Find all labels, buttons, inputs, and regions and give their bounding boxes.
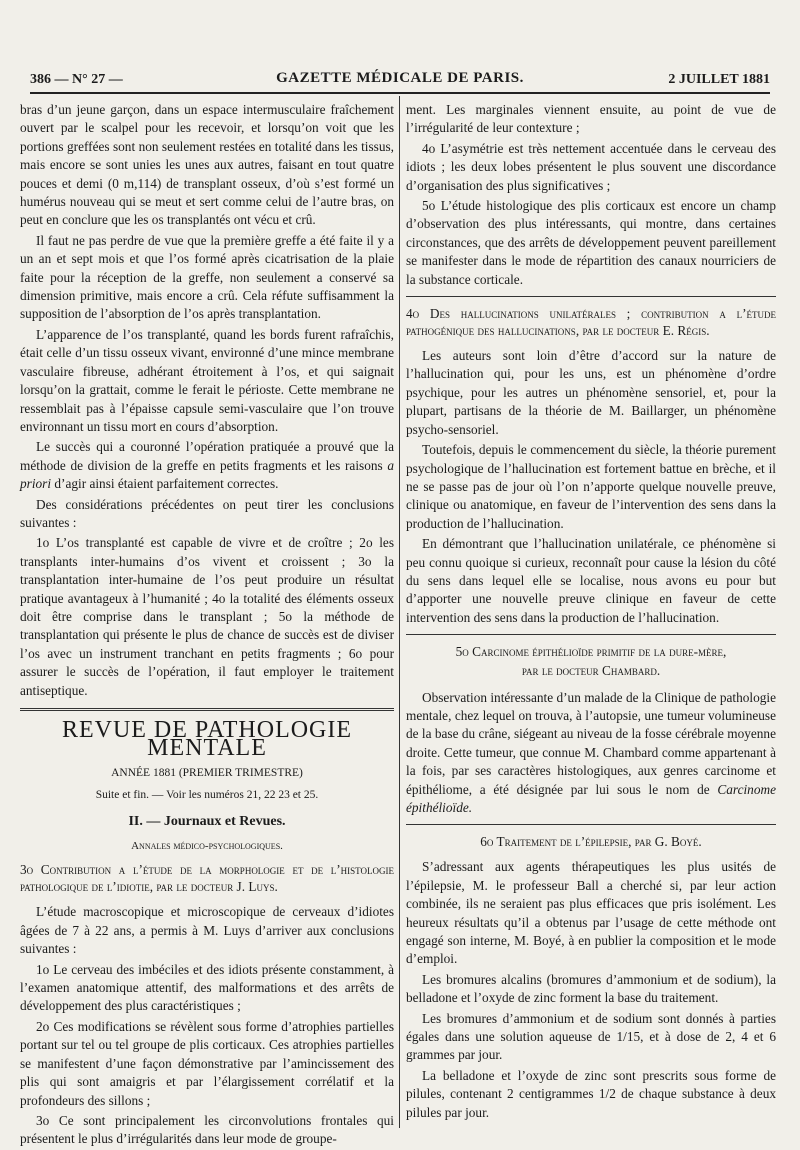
item-heading: 6o Traitement de l’épilepsie, par G. Boyé. [480,834,702,850]
paragraph: ment. Les marginales viennent ensuite, au point de vue de l’irrégularité de leur contexture ; [406,102,776,136]
item-rule [406,824,776,825]
text-run: Observation intéressante d’un malade de la Clinique de pathologie mentale, chez lequel on trouva, à l’autopsie, une tumeur volumineuse de la base du crâne, siégeant au niveau de la fosse cérébrale moyenne droite. Cette tumeur, que connue M. Chambard comme appartenant à la fois, par ses caractères histologiques, aux genres carcinome et épithéliome, a été désignée par lui sous le nom de [406,689,776,797]
paragraph: 3o Ce sont principalement les circonvolutions frontales qui présentent le plus d’irrégularités dans leur mode de groupe- [20,1112,394,1147]
revue-year: ANNÉE 1881 (PREMIER TRIMESTRE) [111,766,303,779]
paragraph: 1o Le cerveau des imbéciles et des idiots présente constamment, à l’examen anatomique attentif, des malformations et des arrêts de développement des plus caractéristiques ; [20,961,394,1014]
section-rule [20,708,394,711]
paragraph: En démontrant que l’hallucination unilatérale, ce phénomène si peu connu quoique si curieux, reconnaît pour cause la lésion du côté du sens dans lequel elle se localise, nous avons eu pour but d’apporter une nouvelle preuve clinique en faveur de cette intervention des sens dans la production de l’hallucination. [406,536,776,625]
paragraph: L’étude macroscopique et microscopique de cerveaux d’idiotes âgées de 7 à 22 ans, a permis à M. Luys d’arriver aux conclusions suivantes : [20,904,394,957]
item-heading: 4o Des hallucinations unilatérales ; contribution a l’étude pathogénique des hallucinations, par le docteur E. Régis. [406,306,776,339]
issue-date: 2 JUILLET 1881 [668,72,770,87]
paragraph: Il faut ne pas perdre de vue que la première greffe a été faite il y a un an et sept mois et que l’os formé après cicatrisation de la plaie faite pour la réception de la greffe, non seulement a conservé sa dimension primitive, mais encore a crû. Cela réfute suffisamment la supposition de l’absorption de l’os après transplantation. [20,232,394,322]
page-number: 386 — N° 27 — [30,72,123,87]
right-column [406,101,776,1126]
item-rule [406,296,776,297]
paragraph: Les auteurs sont loin d’être d’accord sur la nature de l’hallucination qui, pour les uns, est un phénomène d’ordre psychique, pour les autres un phénomène sensoriel, et, pour la plupart, partisans de la théorie de M. Baillarger, un phénomène psycho-sensoriel. [406,348,776,437]
revue-title: REVUE DE PATHOLOGIE MENTALE [61,717,353,762]
paragraph: bras d’un jeune garçon, dans un espace intermusculaire fraîchement ouvert par le scalpel pour les recevoir, et lorsqu’on voit que les portions greffées sont non seulement restées en totalité dans les tissus, mais encore se sont unies les unes aux autres, faisant en tout quatre pouces et demi (0 m,114) de transplant osseux, d’où s’est formé un humérus nouveau qui se meut et sert comme celui de l’autre bras, on peut en conclure que les os transplantés ont vécu et crû. [20,102,394,228]
running-header [30,68,770,90]
revue-suite: Suite et fin. — Voir les numéros 21, 22 23 et 25. [95,789,319,802]
paragraph: Les bromures alcalins (bromures d’ammonium et de sodium), la belladone et l’oxyde de zinc forment la base du traitement. [406,971,776,1006]
paragraph: 1o L’os transplanté est capable de vivre et de croître ; 2o les transplants inter-humains d’os vivent et croissent ; 3o la transplantation inter-humaine de l’os peut produire un résultat pratique avantageux à l’humanité ; 4o la totalité des éléments osseux doit être comprise dans le transplant ; 5o la méthode de transplantation qui présente le plus de chance de succès est de diviser l’os avec un instrument tranchant en petits fragments ; 6o pour assurer le succès de l’opération, il faut employer le traitement antiseptique. [20,535,394,698]
paragraph: 5o L’étude histologique des plis corticaux est encore un champ d’observation des plus intéressants, qui montre, dans certaines circonstances, que des arrêts de développement peuvent pareillement se manifester dans le mode de répartition des canaux nourriciers de la substance corticale. [406,198,776,287]
item-byline: par le docteur Chambard. [521,663,661,679]
text-run: Le succès qui a couronné l’opération pratiquée a prouvé que la méthode de division de la greffe en petits fragments et les raisons [20,439,394,473]
item-heading: 5o Carcinome épithélioïde primitif de la dure-mère, [455,644,727,660]
paragraph [406,689,776,818]
paragraph [20,438,394,493]
text-run: d’agir ainsi étaient parfaitement correctes. [51,476,279,492]
paragraph: 2o Ces modifications se révèlent sous forme d’atrophies partielles portant sur tel ou tel groupe de plis corticaux. Ces atrophies partielles se manifestent d’une façon démonstrative par l’amincissement des plis qui sont amaigris et par l’élargissement corrélatif et la profondeurs des sillons ; [20,1018,394,1108]
italic-text: a priori [20,457,394,492]
item-heading: 3o Contribution a l’étude de la morphologie et de l’histologie pathologique de l’idiotie, par le docteur J. Luys. [20,862,394,895]
subsection-heading: Annales médico-psychologiques. [131,840,283,853]
paragraph: L’apparence de l’os transplanté, quand les bords furent rafraîchis, était celle d’un tissu osseux vivant, environné d’une mince membrane vasculaire fibreuse, adhérant étroitement à l’os, et qui saignait lorsqu’on la grattait, comme le ferait le périoste. Cette membrane ne ressemblait pas à l’épaisse capsule semi-vasculaire que l’on trouve environnant un tissu mort en cours d’absorption. [20,326,394,434]
paragraph: Des considérations précédentes on peut tirer les conclusions suivantes : [20,496,394,530]
column-divider [399,96,400,1128]
header-rule [30,92,770,94]
journal-title: GAZETTE MÉDICALE DE PARIS. [276,70,524,86]
paragraph: Les bromures d’ammonium et de sodium sont donnés à parties égales dans une solution aqueuse de 1/15, et à dose de 2, 4 et 6 grammes par jour. [406,1010,776,1063]
left-column [20,101,394,1147]
paragraph: 4o L’asymétrie est très nettement accentuée dans le cerveau des idiots ; les deux lobes présentent le plus souvent une discordance d’organisation des plus significatives ; [406,140,776,193]
paragraph: S’adressant aux agents thérapeutiques les plus usités de l’épilepsie, M. le professeur Ball a cherché si, par leur action combinée, ils ne seraient pas plus efficaces que pris isolément. Les heureux résultats qu’il a obtenus par l’usage de cette méthode ont engagé son interne, M. Boyé, à en publier la composition et le mode d’emploi. [406,859,776,967]
italic-text: Carcinome épithélioïde. [406,781,776,815]
paragraph: Toutefois, depuis le commencement du siècle, la théorie purement psychologique de l’hallucination est fortement battue en brèche, et il ne se passe pas de jour où l’on n’apporte quelque nouvelle preuve, clinique ou anatomique, en faveur de l’intervention des sens dans la production de l’hallucination. [406,442,776,531]
item-rule [406,634,776,635]
section-heading: II. — Journaux et Revues. [128,813,286,829]
paragraph: La belladone et l’oxyde de zinc sont prescrits sous forme de pilules, contenant 2 centigrammes 1/2 de chaque substance à deux pilules par jour. [406,1067,776,1120]
